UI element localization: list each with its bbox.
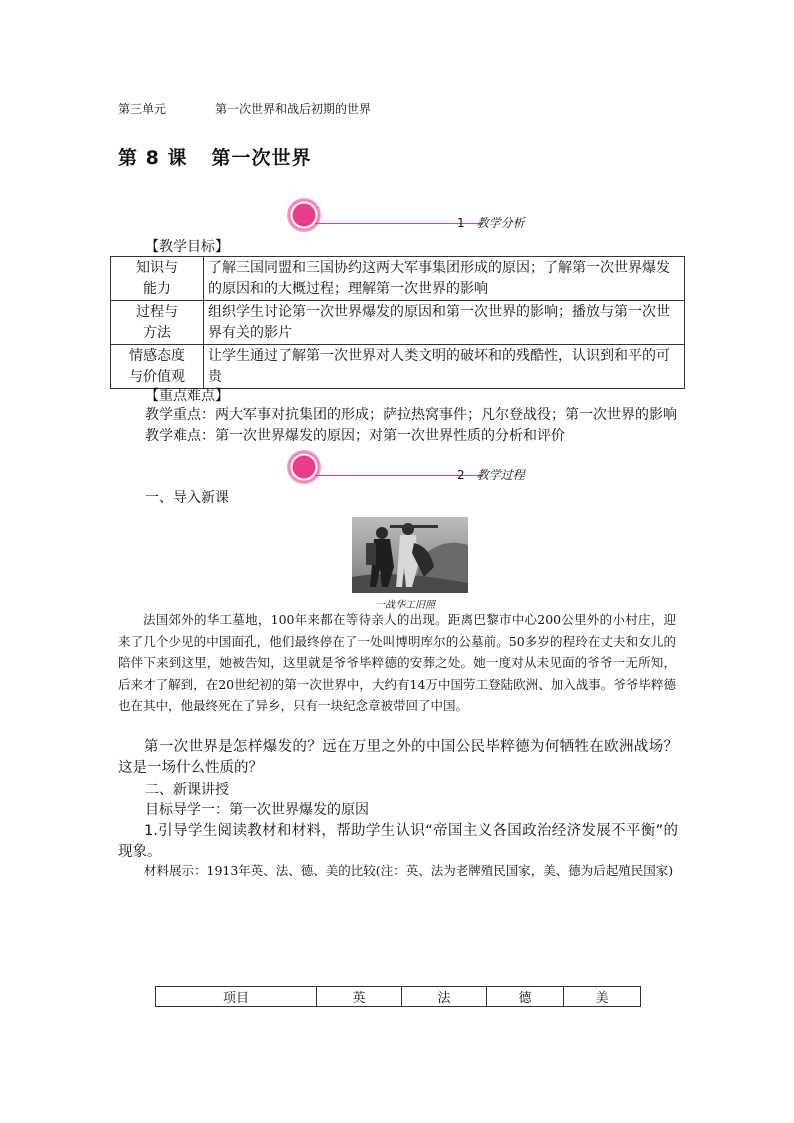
goal-key: 过程与 方法	[111, 301, 204, 345]
question-paragraph: 第一次世界是怎样爆发的？远在万里之外的中国公民毕粹德为何牺牲在欧洲战场？这是一场什么性质的？	[118, 739, 678, 776]
col-header: 美	[564, 987, 641, 1007]
new-lesson-heading: 二、新课讲授	[145, 782, 229, 798]
section-banner-analysis	[285, 198, 545, 238]
pink-circle-icon	[287, 198, 321, 232]
col-header: 英	[317, 987, 402, 1007]
lesson-number: 第 8 课	[118, 147, 188, 169]
material-paragraph: 材料展示：1913年英、法、德、美的比较(注：英、法为老牌殖民国家，美、德为后起殖民国家)	[144, 863, 674, 878]
lesson-title	[118, 143, 311, 170]
goal-text: 让学生通过了解第一次世界对人类文明的破坏和的残酷性，认识到和平的可贵	[204, 345, 685, 389]
intro-heading: 一、导入新课	[145, 490, 229, 506]
table-row	[111, 257, 685, 301]
goal-key: 情感态度 与价值观	[111, 345, 204, 389]
goals-heading: 【教学目标】	[145, 239, 229, 255]
story-paragraph: 法国郊外的华工墓地，100年来都在等待亲人的出现。距离巴黎市中心200公里外的小村庄，迎来了几个少见的中国面孔，他们最终停在了一处叫博明库尔的公墓前。50多岁的程玲在丈夫和女儿的陪伴下来到这里，她被告知，这里就是爷爷毕粹德的安葬之处。她一度对从未见面的爷爷一无所知，后来才了解到，在20世纪初的第一次世界中，大约有14万中国劳工登陆欧洲、加入战事。爷爷毕粹德也在其中，他最终死在了异乡，只有一块纪念章被带回了中国。	[118, 612, 676, 713]
table-row	[111, 345, 685, 389]
target-one: 目标导学一：第一次世界爆发的原因	[145, 802, 369, 818]
table-row	[111, 301, 685, 345]
section-label: 1 教学分析	[457, 216, 525, 230]
difficult-points: 教学难点：第一次世界爆发的原因；对第一次世界性质的分析和评价	[145, 428, 565, 444]
historical-photo	[352, 517, 468, 593]
table-header-row	[156, 987, 641, 1007]
section-label: 2 教学过程	[457, 468, 525, 482]
goal-key: 知识与 能力	[111, 257, 204, 301]
section-banner-process	[285, 450, 545, 490]
unit-label: 第三单元	[118, 102, 167, 116]
step-one: 1.引导学生阅读教材和材料，帮助学生认识“帝国主义各国政治经济发展不平衡”的现象。	[118, 823, 678, 860]
col-header: 法	[402, 987, 487, 1007]
col-header: 项目	[156, 987, 317, 1007]
pink-circle-icon	[287, 450, 321, 484]
unit-title: 第一次世界和战后初期的世界	[215, 102, 372, 116]
goals-table	[110, 256, 685, 389]
goal-text: 组织学生讨论第一次世界爆发的原因和第一次世界的影响；播放与第一次世界有关的影片	[204, 301, 685, 345]
key-heading: 【重点难点】	[145, 388, 229, 404]
lesson-name: 第一次世界	[211, 147, 312, 169]
photo-caption: 一战华工旧照	[375, 600, 435, 611]
comparison-table	[155, 986, 641, 1007]
goal-text: 了解三国同盟和三国协约这两大军事集团形成的原因；了解第一次世界爆发的原因和的大概过程；理解第一次世界的影响	[204, 257, 685, 301]
key-points: 教学重点：两大军事对抗集团的形成；萨拉热窝事件；凡尔登战役；第一次世界的影响	[145, 407, 677, 423]
col-header: 德	[487, 987, 564, 1007]
